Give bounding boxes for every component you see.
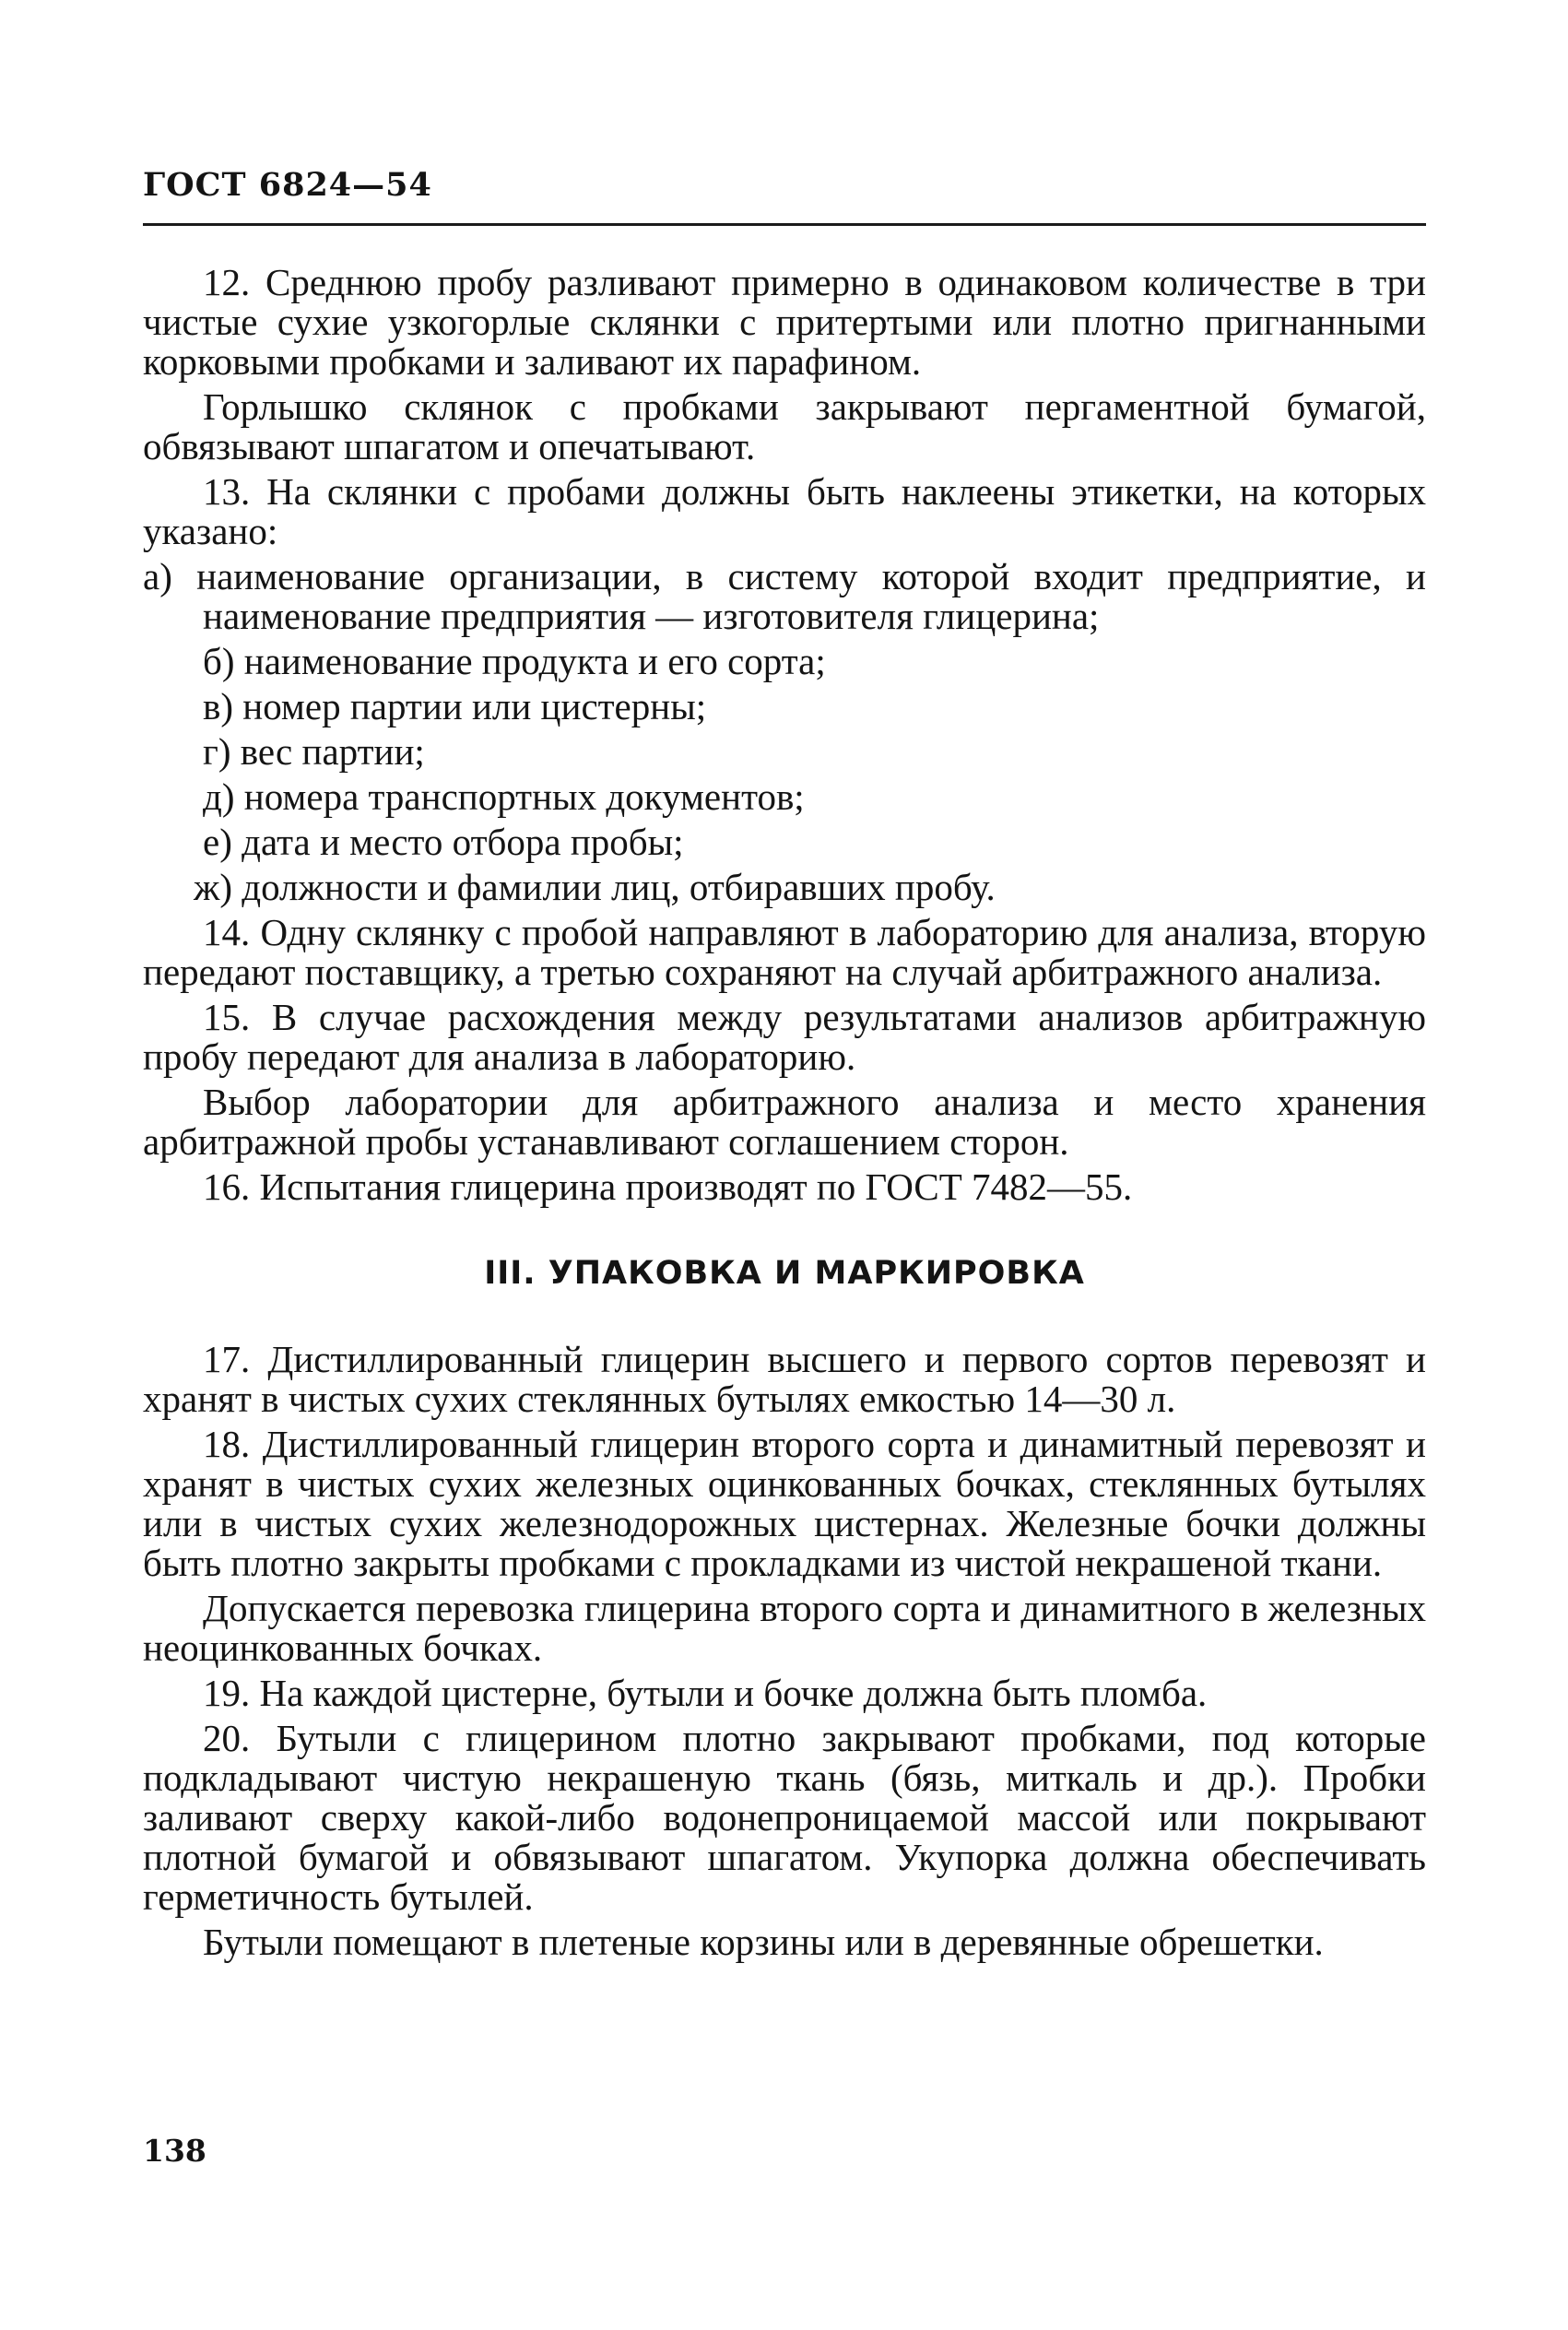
document-body <box>143 263 1426 1968</box>
paragraph-20: 20. Бутыли с глицерином плотно закрывают пробками, под которые подкладывают чистую некрашеную ткань (бязь, миткаль и др.). Пробки заливают сверху какой-либо водонепроницаемой массой или покрывают плотной бумагой и обвязывают шпагатом. Укупорка должна обеспечивать герметичность бутылей. <box>143 1717 1426 1918</box>
paragraph-12: 12. Среднюю пробу разливают примерно в одинаковом количестве в три чистые сухие узкогорлые склянки с притертыми или плотно пригнанными корковыми пробками и заливают их парафином. <box>143 261 1426 383</box>
label-item-b: б) наименование продукта и его сорта; <box>203 640 826 682</box>
label-item-a: а) наименование организации, в систему которой входит предприятие, и наименование предприятия — изготовителя глицерина; <box>143 555 1426 637</box>
document-header: ГОСТ 6824—54 <box>143 166 432 204</box>
paragraph-14: 14. Одну склянку с пробой направляют в лабораторию для анализа, вторую передают поставщику, а третью сохраняют на случай арбитражного анализа. <box>143 911 1426 993</box>
paragraph-16: 16. Испытания глицерина производят по ГОСТ 7482—55. <box>203 1165 1133 1208</box>
label-item-v: в) номер партии или цистерны; <box>203 685 707 727</box>
paragraph-17: 17. Дистиллированный глицерин высшего и первого сортов перевозят и хранят в чистых сухих стеклянных бутылях емкостью 14—30 л. <box>143 1338 1426 1420</box>
paragraph-15: 15. В случае расхождения между результатами анализов арбитражную пробу передают для анализа в лабораторию. <box>143 996 1426 1078</box>
paragraph-13: 13. На склянки с пробами должны быть наклеены этикетки, на которых указано: <box>143 470 1426 552</box>
label-item-e: е) дата и место отбора пробы; <box>203 821 684 863</box>
paragraph-18-allowed: Допускается перевозка глицерина второго сорта и динамитного в железных неоцинкованных бочках. <box>143 1587 1426 1669</box>
paragraph-15-lab-choice: Выбор лаборатории для арбитражного анализа и место хранения арбитражной пробы устанавливают соглашением сторон. <box>143 1081 1426 1163</box>
paragraph-20-baskets: Бутыли помещают в плетеные корзины или в деревянные обрешетки. <box>203 1921 1324 1963</box>
paragraph-12-sealing: Горлышко склянок с пробками закрывают пергаментной бумагой, обвязывают шпагатом и опечатывают. <box>143 385 1426 467</box>
label-item-d: д) номера транспортных документов; <box>203 775 805 818</box>
section-heading: III. УПАКОВКА И МАРКИРОВКА <box>484 1255 1085 1292</box>
header-rule <box>143 223 1426 226</box>
label-item-g: г) вес партии; <box>203 730 425 773</box>
page-number: 138 <box>143 2133 206 2169</box>
paragraph-18: 18. Дистиллированный глицерин второго сорта и динамитный перевозят и хранят в чистых сухих железных оцинкованных бочках, стеклянных бутылях или в чистых сухих железнодорожных цистернах. Железные бочки должны быть плотно закрыты пробками с прокладками из чистой некрашеной ткани. <box>143 1423 1426 1584</box>
label-item-zh: ж) должности и фамилии лиц, отбиравших пробу. <box>194 866 996 908</box>
paragraph-19: 19. На каждой цистерне, бутыли и бочке должна быть пломба. <box>203 1672 1208 1714</box>
